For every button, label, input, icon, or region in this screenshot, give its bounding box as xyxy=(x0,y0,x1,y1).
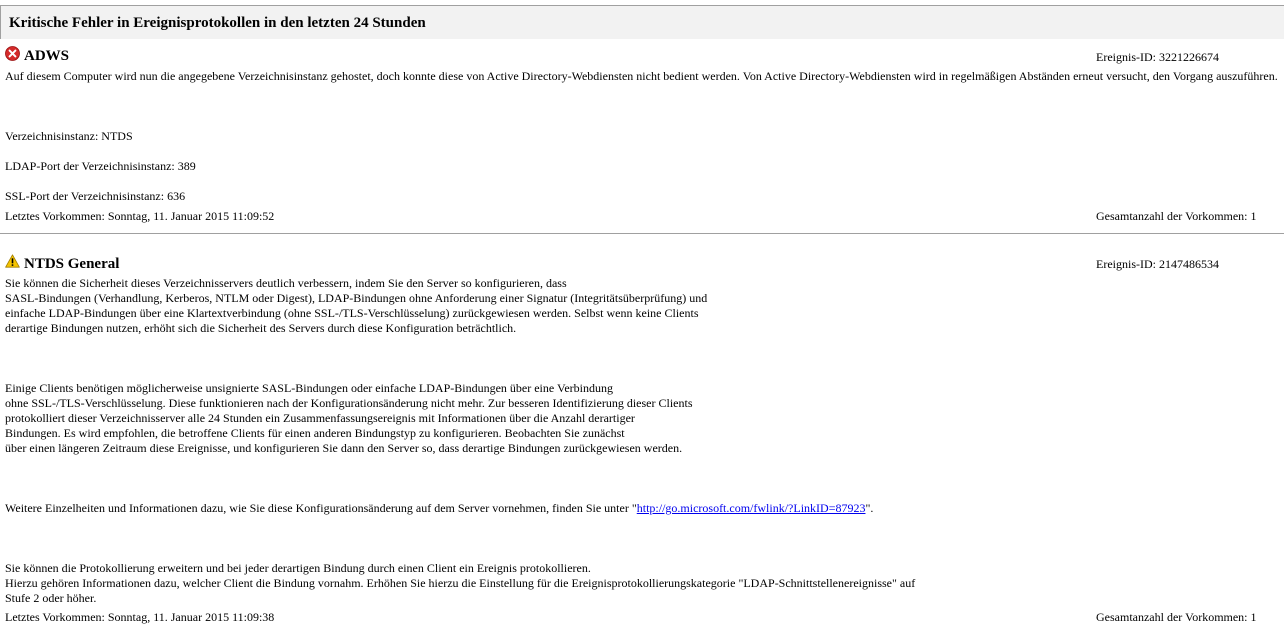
text-line: Stufe 2 oder höher. xyxy=(5,591,97,605)
event-last-occurrence: Letztes Vorkommen: Sonntag, 11. Januar 2015 11:09:52 xyxy=(5,209,275,223)
event-detail-ssl-port: SSL-Port der Verzeichnisinstanz: 636 xyxy=(5,189,186,203)
event-detail-ldap-port: LDAP-Port der Verzeichnisinstanz: 389 xyxy=(5,159,196,173)
page-title: Kritische Fehler in Ereignisprotokollen in den letzten 24 Stunden xyxy=(9,15,426,31)
event-total-count: Gesamtanzahl der Vorkommen: 1 xyxy=(1096,209,1257,223)
event-total-count: Gesamtanzahl der Vorkommen: 1 xyxy=(1096,610,1257,624)
event-paragraph-3 xyxy=(5,501,873,516)
text-line: Hierzu gehören Informationen dazu, welcher Client die Bindung vornahm. Erhöhen Sie hierzu die Einstellung für die Ereignisprotokollierungskategorie "LDAP-Schnittstellenereignisse" auf xyxy=(5,576,916,590)
text-line: Einige Clients benötigen möglicherweise unsignierte SASL-Bindungen oder einfache LDAP-Bindungen über eine Verbindung xyxy=(5,381,613,395)
text-line: protokolliert dieser Verzeichnisserver alle 24 Stunden ein Zusammenfassungsereignis mit Informationen über die Anzahl derartiger xyxy=(5,411,635,425)
event-detail-instance: Verzeichnisinstanz: NTDS xyxy=(5,129,133,143)
event-paragraph-4 xyxy=(5,561,915,606)
error-icon xyxy=(5,46,20,66)
event-source: NTDS General xyxy=(24,256,120,272)
event-description: Auf diesem Computer wird nun die angegebene Verzeichnisinstanz gehostet, doch konnte diese von Active Directory-Webdiensten nicht bedient werden. Von Active Directory-Webdiensten wird in regelmäßigen Abständen erneut versucht, den Vorgang auszuführen. xyxy=(5,69,1278,83)
text-segment: Weitere Einzelheiten und Informationen dazu, wie Sie diese Konfigurationsänderung auf dem Server vornehmen, finden Sie unter " xyxy=(5,501,637,515)
text-line: SASL-Bindungen (Verhandlung, Kerberos, NTLM oder Digest), LDAP-Bindungen ohne Anforderung einer Signatur (Integritätsüberprüfung) und xyxy=(5,291,708,305)
event-source: ADWS xyxy=(24,48,70,64)
event-paragraph-2 xyxy=(5,381,693,456)
fwlink-link[interactable]: http://go.microsoft.com/fwlink/?LinkID=87923 xyxy=(636,501,866,515)
text-line: Sie können die Sicherheit dieses Verzeichnisservers deutlich verbessern, indem Sie den Server so konfigurieren, dass xyxy=(5,276,567,290)
text-line: derartige Bindungen nutzen, erhöht sich die Sicherheit des Servers durch diese Konfiguration beträchtlich. xyxy=(5,321,517,335)
event-last-occurrence: Letztes Vorkommen: Sonntag, 11. Januar 2015 11:09:38 xyxy=(5,610,275,624)
text-line: über einen längeren Zeitraum diese Ereignisse, und konfigurieren Sie dann den Server so, dass derartige Bindungen zurückgewiesen werden. xyxy=(5,441,683,455)
text-line: einfache LDAP-Bindungen über eine Klartextverbindung (ohne SSL-/TLS-Verschlüsselung) zurückgewiesen werden. Selbst wenn keine Clients xyxy=(5,306,699,320)
text-line: ohne SSL-/TLS-Verschlüsselung. Diese funktionieren nach der Konfigurationsänderung nicht mehr. Zur besseren Identifizierung dieser Clients xyxy=(5,396,693,410)
text-line: Bindungen. Es wird empfohlen, die betroffene Clients für einen anderen Bindungstyp zu konfigurieren. Beobachten Sie zunächst xyxy=(5,426,625,440)
event-id: Ereignis-ID: 3221226674 xyxy=(1096,50,1219,64)
text-segment: ". xyxy=(865,501,874,515)
event-id: Ereignis-ID: 2147486534 xyxy=(1096,257,1219,271)
text-line: Sie können die Protokollierung erweitern und bei jeder derartigen Bindung durch einen Client ein Ereignis protokollieren. xyxy=(5,561,591,575)
event-divider xyxy=(0,233,1284,234)
event-paragraph-1 xyxy=(5,276,707,336)
warning-icon xyxy=(5,254,20,273)
